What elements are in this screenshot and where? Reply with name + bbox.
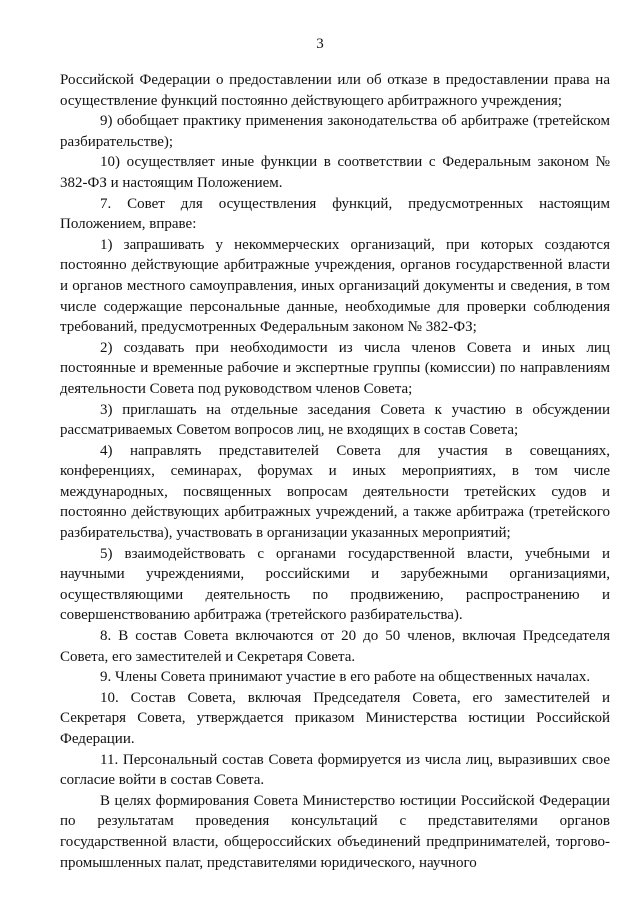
paragraph: 3) приглашать на отдельные заседания Совета к участию в обсуждении рассматриваемых Советом вопросов лиц, не входящих в состав Совета; [60, 401, 610, 439]
paragraph: В целях формирования Совета Министерство юстиции Российской Федерации по результатам проведения консультаций с представителями органов государственной власти, общероссийских объединений предпринимателей, торгово-промышленных палат, представителями юридического, научного [60, 792, 610, 871]
paragraph: 5) взаимодействовать с органами государственной власти, учебными и научными учреждениями, российскими и зарубежными организациями, осуществляющими деятельность по продвижению, распространению и совершенствованию арбитража (третейского разбирательства). [60, 545, 610, 624]
paragraph: 10. Состав Совета, включая Председателя Совета, его заместителей и Секретаря Совета, утверждается приказом Министерства юстиции Российской Федерации. [60, 689, 610, 747]
paragraph: 4) направлять представителей Совета для участия в совещаниях, конференциях, семинарах, форумах и иных мероприятиях, в том числе международных, посвященных вопросам деятельности третейских судов и постоянно действующих арбитражных учреждений, а также арбитража (третейского разбирательства), участвовать в организации указанных мероприятий; [60, 442, 610, 542]
paragraph: 2) создавать при необходимости из числа членов Совета и иных лиц постоянные и временные рабочие и экспертные группы (комиссии) по направлениям деятельности Совета под руководством членов Совета; [60, 339, 610, 397]
paragraph: 8. В состав Совета включаются от 20 до 50 членов, включая Председателя Совета, его заместителей и Секретаря Совета. [60, 628, 610, 665]
paragraph: 9) обобщает практику применения законодательства об арбитраже (третейском разбирательстве); [60, 113, 610, 150]
paragraph: 11. Персональный состав Совета формируется из числа лиц, выразивших свое согласие войти в состав Совета. [60, 751, 610, 789]
paragraph: 9. Члены Совета принимают участие в его работе на общественных началах. [100, 669, 591, 686]
paragraph: 10) осуществляет иные функции в соответствии с Федеральным законом № 382-ФЗ и настоящим Положением. [60, 154, 610, 191]
body-text [60, 70, 610, 873]
paragraph: 7. Совет для осуществления функций, предусмотренных настоящим Положением, вправе: [60, 195, 610, 233]
page-number: 3 [316, 36, 324, 52]
paragraph: 1) запрашивать у некоммерческих организаций, при которых создаются постоянно действующие арбитражные учреждения, органов государственной власти и органов местного самоуправления, иных организаций документы и сведения, в том числе содержащие персональные данные, необходимые для проверки соблюдения требований, предусмотренных Федеральным законом № 382-ФЗ; [60, 236, 610, 336]
paragraph: Российской Федерации о предоставлении или об отказе в предоставлении права на осуществление функций постоянно действующего арбитражного учреждения; [60, 72, 610, 109]
